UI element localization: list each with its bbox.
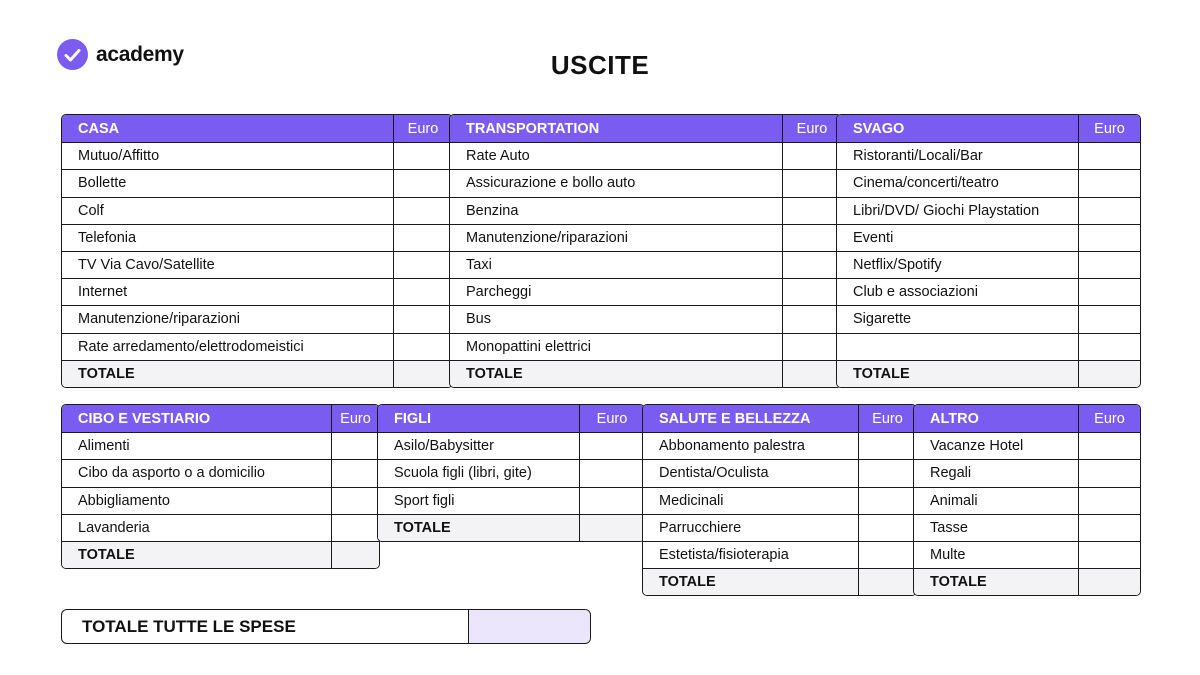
total-row: [62, 541, 379, 568]
euro-amount-cell[interactable]: [580, 487, 644, 514]
table-row: [62, 142, 452, 169]
table-row: [62, 487, 379, 514]
grand-total-box: [61, 609, 591, 644]
table-row: [62, 169, 452, 196]
table-row: [914, 487, 1140, 514]
euro-amount-cell[interactable]: [332, 487, 379, 514]
euro-amount-cell[interactable]: [1079, 487, 1140, 514]
euro-amount-cell[interactable]: [332, 459, 379, 486]
expense-label: Internet: [62, 278, 394, 305]
table-row: [450, 142, 841, 169]
total-amount-cell[interactable]: [332, 541, 379, 568]
expense-label: Club e associazioni: [837, 278, 1079, 305]
euro-amount-cell[interactable]: [859, 432, 916, 459]
expense-label: Cibo da asporto o a domicilio: [62, 459, 332, 486]
expense-label: Asilo/Babysitter: [378, 432, 580, 459]
total-label: TOTALE: [62, 360, 394, 387]
euro-amount-cell[interactable]: [859, 487, 916, 514]
total-label: TOTALE: [837, 360, 1079, 387]
table-row: [837, 278, 1140, 305]
table-row: [378, 487, 644, 514]
expense-label: Manutenzione/riparazioni: [62, 305, 394, 332]
table-row: [62, 278, 452, 305]
expense-label: Benzina: [450, 197, 783, 224]
euro-amount-cell[interactable]: [783, 251, 841, 278]
expense-label: Dentista/Oculista: [643, 459, 859, 486]
euro-amount-cell[interactable]: [1079, 278, 1140, 305]
total-row: [643, 568, 916, 595]
expense-label: Scuola figli (libri, gite): [378, 459, 580, 486]
table-row: [378, 432, 644, 459]
expense-label: Lavanderia: [62, 514, 332, 541]
expense-label: Multe: [914, 541, 1079, 568]
euro-amount-cell[interactable]: [394, 197, 452, 224]
euro-amount-cell[interactable]: [394, 278, 452, 305]
salute-header: SALUTE E BELLEZZA: [643, 405, 859, 432]
euro-amount-cell[interactable]: [394, 142, 452, 169]
euro-amount-cell[interactable]: [859, 459, 916, 486]
euro-amount-cell[interactable]: [783, 333, 841, 360]
table-row: [62, 514, 379, 541]
expense-label: Taxi: [450, 251, 783, 278]
table-row: [643, 487, 916, 514]
transportation-header: TRANSPORTATION: [450, 115, 783, 142]
table-row: [837, 305, 1140, 332]
expense-label: Parcheggi: [450, 278, 783, 305]
euro-amount-cell[interactable]: [332, 432, 379, 459]
expense-label: Telefonia: [62, 224, 394, 251]
total-row: [378, 514, 644, 541]
euro-amount-cell[interactable]: [783, 305, 841, 332]
table-row: [450, 169, 841, 196]
euro-amount-cell[interactable]: [580, 459, 644, 486]
table-row: [914, 432, 1140, 459]
expense-label: Abbonamento palestra: [643, 432, 859, 459]
total-amount-cell[interactable]: [580, 514, 644, 541]
expense-label: Sigarette: [837, 305, 1079, 332]
euro-column-header: Euro: [580, 405, 644, 432]
expense-label: Mutuo/Affitto: [62, 142, 394, 169]
total-amount-cell[interactable]: [859, 568, 916, 595]
total-amount-cell[interactable]: [1079, 568, 1140, 595]
euro-amount-cell[interactable]: [783, 224, 841, 251]
euro-column-header: Euro: [1079, 405, 1140, 432]
table-row: [837, 169, 1140, 196]
euro-column-header: Euro: [1079, 115, 1140, 142]
table-salute-e-bellezza: [642, 404, 917, 596]
euro-amount-cell[interactable]: [394, 333, 452, 360]
table-row: [837, 333, 1140, 360]
table-svago: [836, 114, 1141, 388]
total-row: [62, 360, 452, 387]
total-amount-cell[interactable]: [783, 360, 841, 387]
expense-label: Netflix/Spotify: [837, 251, 1079, 278]
table-row: [450, 251, 841, 278]
table-row: [62, 224, 452, 251]
expense-label: Sport figli: [378, 487, 580, 514]
total-amount-cell[interactable]: [1079, 360, 1140, 387]
euro-amount-cell[interactable]: [1079, 142, 1140, 169]
expense-label: Cinema/concerti/teatro: [837, 169, 1079, 196]
table-row: [643, 514, 916, 541]
euro-amount-cell[interactable]: [1079, 251, 1140, 278]
table-transportation: [449, 114, 842, 388]
euro-amount-cell[interactable]: [783, 197, 841, 224]
euro-column-header: Euro: [783, 115, 841, 142]
euro-amount-cell[interactable]: [394, 305, 452, 332]
table-row: [643, 432, 916, 459]
table-row: [914, 459, 1140, 486]
euro-amount-cell[interactable]: [394, 224, 452, 251]
euro-amount-cell[interactable]: [1079, 459, 1140, 486]
table-row: [914, 541, 1140, 568]
cibo-header: CIBO E VESTIARIO: [62, 405, 332, 432]
expense-label: [837, 333, 1079, 360]
expense-label: Animali: [914, 487, 1079, 514]
total-row: [450, 360, 841, 387]
euro-amount-cell[interactable]: [859, 541, 916, 568]
expense-label: Vacanze Hotel: [914, 432, 1079, 459]
euro-amount-cell[interactable]: [1079, 197, 1140, 224]
expense-label: Eventi: [837, 224, 1079, 251]
euro-amount-cell[interactable]: [859, 514, 916, 541]
table-row: [643, 459, 916, 486]
expense-label: Alimenti: [62, 432, 332, 459]
expense-label: Estetista/fisioterapia: [643, 541, 859, 568]
table-row: [450, 197, 841, 224]
table-row: [62, 197, 452, 224]
euro-amount-cell[interactable]: [332, 514, 379, 541]
grand-total-label: TOTALE TUTTE LE SPESE: [62, 610, 469, 643]
expense-label: Parrucchiere: [643, 514, 859, 541]
table-row: [837, 251, 1140, 278]
euro-amount-cell[interactable]: [1079, 541, 1140, 568]
expense-label: Monopattini elettrici: [450, 333, 783, 360]
altro-header: ALTRO: [914, 405, 1079, 432]
expense-label: Bollette: [62, 169, 394, 196]
table-altro: [913, 404, 1141, 596]
table-row: [62, 333, 452, 360]
table-figli: [377, 404, 645, 542]
expense-label: Tasse: [914, 514, 1079, 541]
total-row: [914, 568, 1140, 595]
expense-label: Rate Auto: [450, 142, 783, 169]
table-row: [450, 224, 841, 251]
expense-label: Colf: [62, 197, 394, 224]
euro-amount-cell[interactable]: [783, 169, 841, 196]
table-row: [62, 305, 452, 332]
svago-header: SVAGO: [837, 115, 1079, 142]
table-row: [914, 514, 1140, 541]
total-amount-cell[interactable]: [394, 360, 452, 387]
total-label: TOTALE: [450, 360, 783, 387]
expense-label: Libri/DVD/ Giochi Playstation: [837, 197, 1079, 224]
total-label: TOTALE: [378, 514, 580, 541]
brand-name: academy: [96, 42, 184, 66]
euro-amount-cell[interactable]: [1079, 169, 1140, 196]
euro-column-header: Euro: [332, 405, 379, 432]
euro-amount-cell[interactable]: [394, 251, 452, 278]
table-row: [62, 432, 379, 459]
table-casa: [61, 114, 453, 388]
total-row: [837, 360, 1140, 387]
figli-header: FIGLI: [378, 405, 580, 432]
expense-label: TV Via Cavo/Satellite: [62, 251, 394, 278]
euro-amount-cell[interactable]: [783, 142, 841, 169]
table-row: [62, 459, 379, 486]
euro-column-header: Euro: [394, 115, 452, 142]
casa-header: CASA: [62, 115, 394, 142]
euro-column-header: Euro: [859, 405, 916, 432]
expense-label: Abbigliamento: [62, 487, 332, 514]
expense-label: Regali: [914, 459, 1079, 486]
euro-amount-cell[interactable]: [394, 169, 452, 196]
euro-amount-cell[interactable]: [1079, 305, 1140, 332]
table-cibo-e-vestiario: [61, 404, 380, 569]
table-row: [837, 197, 1140, 224]
table-row: [378, 459, 644, 486]
table-row: [450, 305, 841, 332]
table-row: [450, 333, 841, 360]
euro-amount-cell[interactable]: [1079, 333, 1140, 360]
total-label: TOTALE: [643, 568, 859, 595]
expense-label: Manutenzione/riparazioni: [450, 224, 783, 251]
table-row: [837, 142, 1140, 169]
expense-label: Assicurazione e bollo auto: [450, 169, 783, 196]
euro-amount-cell[interactable]: [783, 278, 841, 305]
table-row: [450, 278, 841, 305]
total-label: TOTALE: [914, 568, 1079, 595]
table-row: [643, 541, 916, 568]
euro-amount-cell[interactable]: [1079, 224, 1140, 251]
expense-label: Medicinali: [643, 487, 859, 514]
table-row: [62, 251, 452, 278]
grand-total-value[interactable]: [469, 610, 590, 643]
table-row: [837, 224, 1140, 251]
expense-label: Ristoranti/Locali/Bar: [837, 142, 1079, 169]
euro-amount-cell[interactable]: [580, 432, 644, 459]
page-title: USCITE: [550, 50, 650, 80]
expense-label: Rate arredamento/elettrodomeistici: [62, 333, 394, 360]
expense-label: Bus: [450, 305, 783, 332]
total-label: TOTALE: [62, 541, 332, 568]
euro-amount-cell[interactable]: [1079, 514, 1140, 541]
euro-amount-cell[interactable]: [1079, 432, 1140, 459]
